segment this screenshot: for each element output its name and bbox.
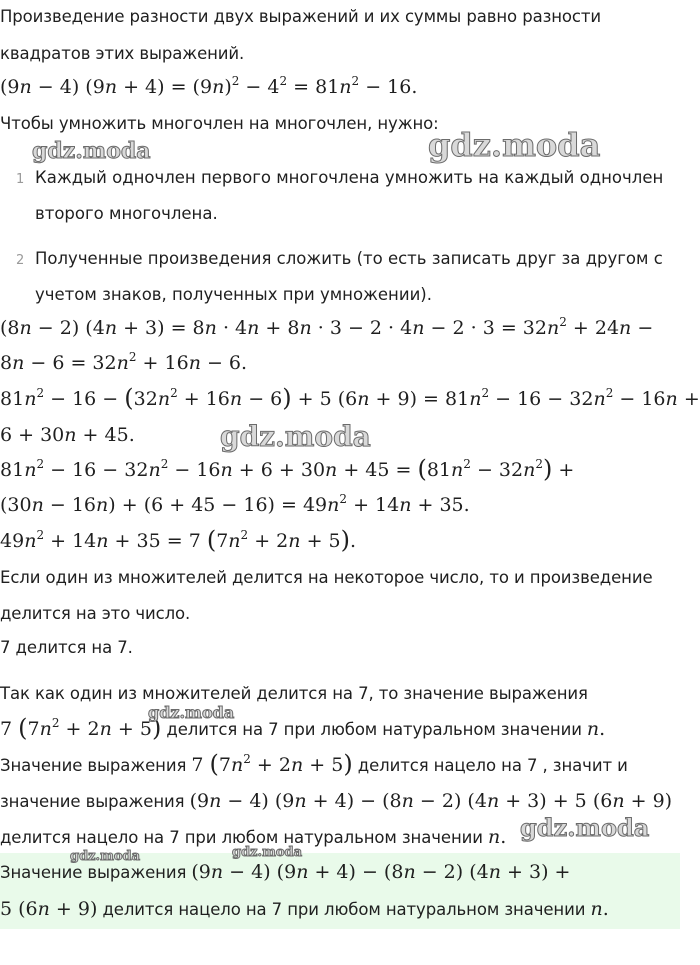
formula-line: $81n^2 - 16 - 32n^2 - 16n + 6 + 30n + 45 = (81n^2 - 32n^2)$ +: [0, 455, 575, 483]
list-item-text: Полученные произведения сложить (то есть записать друг за другом с: [35, 249, 663, 268]
text-line: Чтобы умножить многочлен на многочлен, нужно:: [0, 114, 439, 133]
formula-line: 6 + 30n + 45.: [0, 424, 135, 446]
text-line: Если один из множителей делится на некоторое число, то и произведение: [0, 568, 653, 587]
text-line: 7 делится на 7.: [0, 638, 133, 657]
mixed-line: Значение выражения 7 $(7n^2 + 2n + 5)$ делится нацело на 7 , значит и: [0, 750, 628, 778]
watermark: gdz.moda: [148, 703, 235, 722]
text-span: делится нацело на 7 при любом натуральном значении: [102, 900, 586, 919]
formula-line: $(30n - 16n) + (6 + 45 - 16) = 49n^2 + 14n + 35$.: [0, 491, 470, 516]
text-line: Произведение разности двух выражений и их суммы равно разности: [0, 7, 602, 26]
text-span: Значение выражения: [0, 863, 187, 882]
final-line: Значение выражения (9n − 4) (9n + 4) − (8n − 2) (4n + 3) +: [0, 861, 571, 883]
watermark: gdz.moda: [32, 138, 151, 164]
list-item-text: учетом знаков, полученных при умножении).: [35, 285, 432, 304]
text-span: делится на 7 при любом натуральном значении: [166, 720, 582, 739]
text-span: Значение выражения: [0, 756, 187, 775]
watermark: gdz.moda: [220, 420, 371, 453]
formula-line: (8n − 2) $(4n + 3) = 8n \cdot 4n + 8n \cdot 3 - 2 \cdot 4n - 2 \cdot 3 = 32n^2 + 24n$ −: [0, 314, 654, 339]
mixed-line: делится нацело на 7 при любом натуральном значении n.: [0, 826, 507, 848]
mixed-line: значение выражения (9n − 4) (9n + 4) − (8n − 2) (4n + 3) + 5 (6n + 9): [0, 790, 673, 812]
watermark: gdz.moda: [428, 126, 601, 164]
formula-line: $8n - 6 = 32n^2 + 16n - 6$.: [0, 349, 248, 374]
mixed-line: 7 $(7n^2 + 2n + 5)$ делится на 7 при любом натуральном значении n.: [0, 714, 606, 742]
watermark: gdz.moda: [70, 849, 141, 864]
text-line: квадратов этих выражений.: [0, 44, 245, 63]
watermark: gdz.moda: [232, 845, 303, 860]
text-span: делится нацело на 7 , значит и: [357, 756, 628, 775]
text-line: Так как один из множителей делится на 7, то значение выражения: [0, 684, 588, 703]
watermark: gdz.moda: [520, 813, 650, 842]
final-line: 5 (6n + 9) делится нацело на 7 при любом натуральном значении n.: [0, 898, 609, 920]
formula-line: $49n^2 + 14n + 35 = 7$ $(7n^2 + 2n + 5)$.: [0, 526, 357, 554]
formula-line: (9n − 4) $(9n + 4) = (9n)^2 - 4^2 = 81n^2 - 16$.: [0, 73, 418, 98]
formula-line: $81n^2 - 16 - (32n^2 + 16n - 6) + 5$ $(6n + 9) = 81n^2 - 16 - 32n^2 - 16n$ +: [0, 384, 700, 412]
text-span: делится нацело на 7 при любом натуральном значении: [0, 828, 483, 847]
text-span: значение выражения: [0, 792, 185, 811]
list-item-text: Каждый одночлен первого многочлена умножить на каждый одночлен: [35, 168, 664, 187]
list-number: 2: [16, 253, 25, 268]
list-item-text: второго многочлена.: [35, 204, 218, 223]
text-line: делится на это число.: [0, 604, 191, 623]
list-number: 1: [16, 172, 25, 187]
